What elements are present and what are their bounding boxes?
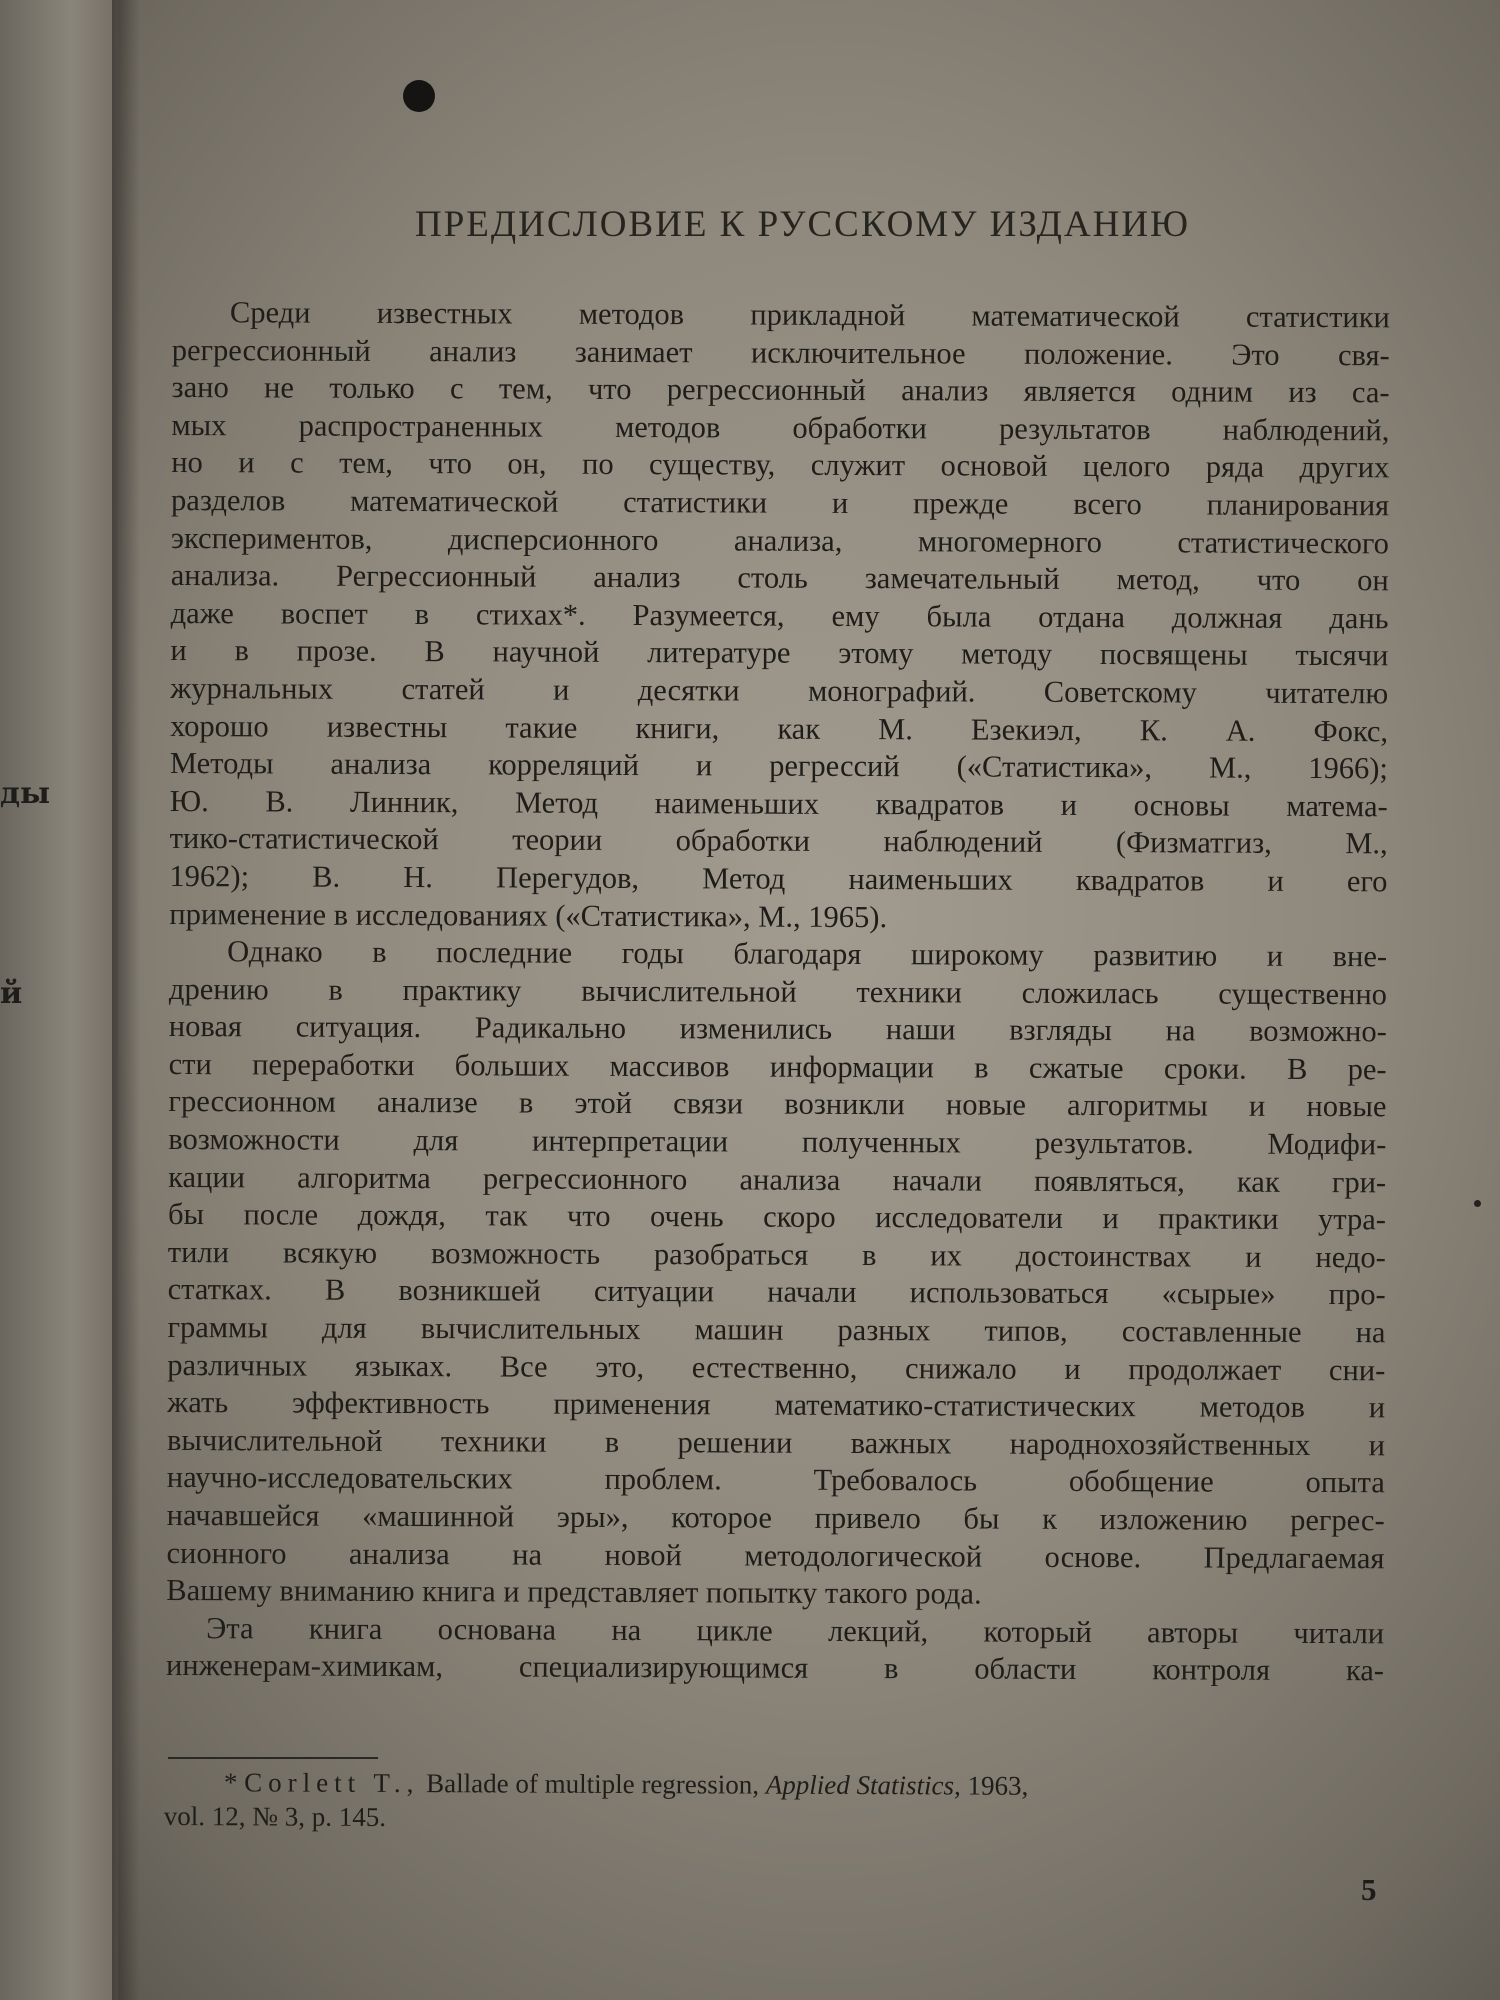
text-line: зано не только с тем, что регрессионный анализ является одним из са- <box>171 370 1390 410</box>
text-line: Среди известных методов прикладной математической статистики <box>229 295 1390 335</box>
text-line: жать эффективность применения математико-статистических методов и <box>167 1385 1386 1425</box>
text-line: тико-статистической теории обработки наблюдений (Физматгиз, М., <box>169 821 1388 861</box>
text-line: мых распространенных методов обработки результатов наблюдений, <box>171 407 1390 448</box>
ink-dot <box>403 80 435 112</box>
gutter-shadow <box>112 0 140 2000</box>
text-line: Эта книга основана на цикле лекций, который авторы читали <box>206 1610 1385 1651</box>
text-line: Ю. В. Линник, Метод наименьших квадратов и основы матема- <box>169 783 1388 824</box>
text-line: но и с тем, что он, по существу, служит основой целого ряда других <box>171 445 1390 485</box>
preface-body <box>166 294 1390 1690</box>
text-line: начавшейся «машинной эры», которое привело бы к изложению регрес- <box>166 1497 1385 1538</box>
text-line: бы после дождя, так что очень скоро исследователи и практики утра- <box>167 1197 1387 1237</box>
text-line: хорошо известны такие книги, как М. Езекиэл, К. А. Фокс, <box>170 708 1389 748</box>
footnote-year: 1963, <box>967 1770 1029 1801</box>
text-line: тили всякую возможность разобраться в их достоинствах и недо- <box>167 1234 1386 1275</box>
footnote-title: Ballade of multiple regression, <box>426 1768 760 1800</box>
text-line: сионного анализа на новой методологической основе. Предлагаемая <box>166 1535 1385 1575</box>
text-line: экспериментов, дисперсионного анализа, многомерного статистического <box>170 520 1389 560</box>
footnote-marker: * <box>223 1767 238 1798</box>
text-line: грессионном анализе в этой связи возникли новые алгоритмы и новые <box>168 1084 1387 1124</box>
text-line: различных языках. Все это, естественно, снижало и продолжает сни- <box>167 1347 1386 1387</box>
facing-page-fragment: й <box>0 976 23 1011</box>
footnote-line <box>164 1765 1390 1804</box>
text-line: регрессионный анализ занимает исключительное положение. Это свя- <box>171 332 1390 372</box>
footnote-separator <box>168 1757 378 1759</box>
text-line: возможности для интерпретации полученных результатов. Модифи- <box>168 1122 1387 1162</box>
text-line: разделов математической статистики и прежде всего планирования <box>171 482 1390 523</box>
page-title: ПРЕДИСЛОВИЕ К РУССКОМУ ИЗДАНИЮ <box>415 204 1191 245</box>
text-line: Однако в последние годы благодаря широкому развитию и вне- <box>227 934 1388 974</box>
text-line: кации алгоритма регрессионного анализа начали появляться, как гри- <box>168 1159 1387 1199</box>
facing-page-fragment: ды <box>0 776 51 811</box>
footnote <box>164 1765 1390 1838</box>
text-line: 1962); В. Н. Перегудов, Метод наименьших квадратов и его <box>169 858 1388 899</box>
text-line: анализа. Регрессионный анализ столь замечательный метод, что он <box>170 558 1389 598</box>
page-number: 5 <box>1361 1872 1377 1907</box>
text-line: вычислительной техники в решении важных народнохозяйственных и <box>166 1422 1386 1463</box>
text-line: Вашему вниманию книга и представляет попытку такого рода. <box>166 1573 982 1611</box>
text-line: сти переработки больших массивов информации в сжатые сроки. В ре- <box>168 1046 1387 1087</box>
text-line: новая ситуация. Радикально изменились наши взгляды на возможно- <box>168 1009 1387 1049</box>
text-line: научно-исследовательских проблем. Требовалось обобщение опыта <box>166 1460 1385 1500</box>
text-line: статках. В возникшей ситуации начали использоваться «сырые» про- <box>167 1272 1386 1312</box>
text-line: Методы анализа корреляций и регрессий («Статистика», М., 1966); <box>169 746 1389 786</box>
text-line: и в прозе. В научной литературе этому методу посвящены тысячи <box>170 633 1389 673</box>
text-line: журнальных статей и десятки монографий. Советскому читателю <box>170 670 1389 711</box>
footnote-journal: Applied Statistics, <box>765 1769 961 1801</box>
text-line: инженерам-химикам, специализирующимся в области контроля ка- <box>165 1648 1385 1688</box>
text-line: граммы для вычислительных машин разных типов, составленные на <box>167 1310 1386 1350</box>
ink-speck <box>1474 1200 1481 1207</box>
footnote-details: vol. 12, № 3, p. 145. <box>163 1800 387 1832</box>
text-line: применение в исследованиях («Статистика», М., 1965). <box>169 896 888 934</box>
text-line: дрению в практику вычислительной техники сложилась существенно <box>168 971 1388 1011</box>
text-line: даже воспет в стихах*. Разумеется, ему была отдана должная дань <box>170 595 1389 636</box>
footnote-author: Corlett T., <box>244 1767 420 1799</box>
